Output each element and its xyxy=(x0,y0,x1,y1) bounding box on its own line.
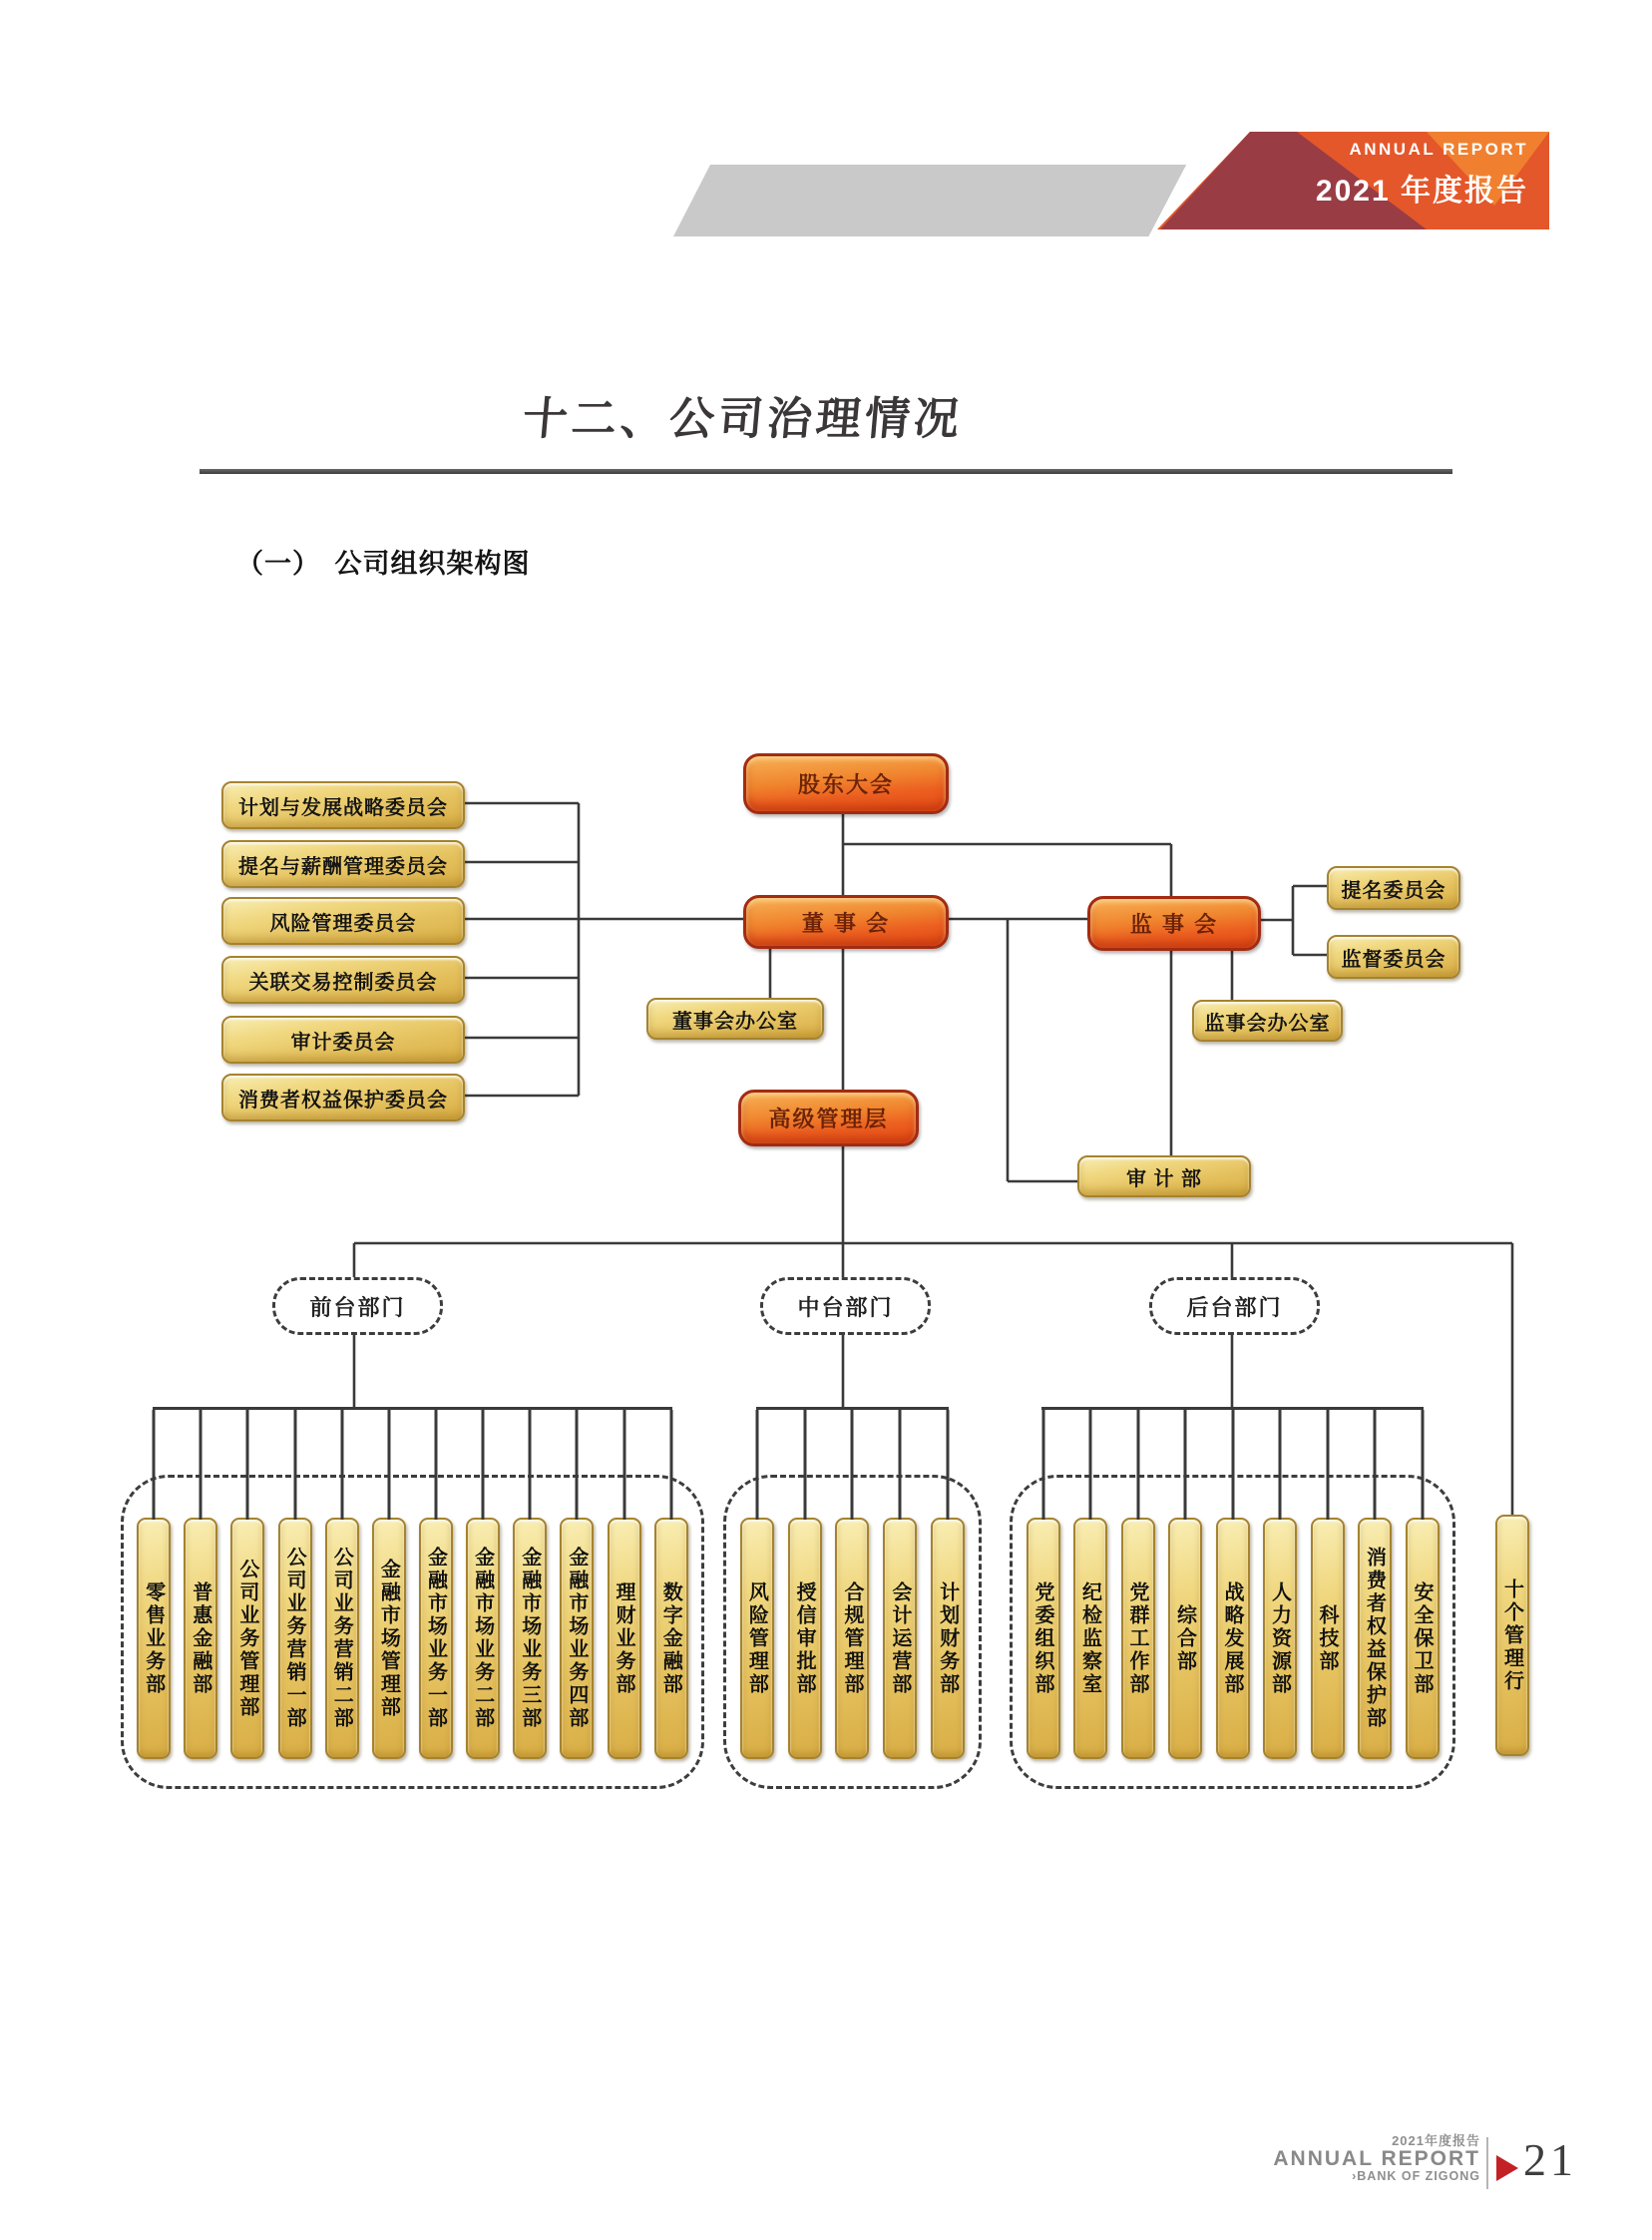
dept-box-compliance: 合规管理部 xyxy=(835,1518,869,1759)
footer-annual-report: ANNUAL REPORT xyxy=(1273,2146,1480,2170)
supervisory-board-box: 监 事 会 xyxy=(1087,896,1261,951)
banner-text xyxy=(1316,140,1528,210)
committee-box-related-transactions: 关联交易控制委员会 xyxy=(221,956,465,1004)
header-banner xyxy=(1147,130,1556,231)
dept-box-general-affairs: 综合部 xyxy=(1168,1518,1202,1759)
dept-box-consumer-protection: 消费者权益保护部 xyxy=(1358,1518,1392,1759)
dept-box-credit-approval: 授信审批部 xyxy=(788,1518,822,1759)
section-heading: （一） 公司组织架构图 xyxy=(236,549,531,579)
banner-year-report: 2021 年度报告 xyxy=(1315,175,1528,208)
footer-triangle-icon xyxy=(1496,2155,1518,2181)
dept-box-inclusive-finance: 普惠金融部 xyxy=(184,1518,217,1759)
board-office-box: 董事会办公室 xyxy=(646,998,824,1040)
committee-box-audit: 审计委员会 xyxy=(221,1016,465,1064)
managing-branches-box: 十个管理行 xyxy=(1495,1515,1529,1756)
dept-box-retail: 零售业务部 xyxy=(137,1518,171,1759)
nomination-committee-box: 提名委员会 xyxy=(1327,866,1460,910)
footer-report-cn: 2021年度报告 xyxy=(1392,2133,1480,2148)
committee-box-strategy: 计划与发展战略委员会 xyxy=(221,781,465,829)
board-of-directors-box: 董 事 会 xyxy=(743,895,949,949)
dept-box-party-organization: 党委组织部 xyxy=(1027,1518,1060,1759)
back-office-oval: 后台部门 xyxy=(1149,1277,1320,1335)
dept-box-financial-markets-4: 金融市场业务四部 xyxy=(560,1518,594,1759)
page-title: 十二、公司治理情况 xyxy=(520,393,966,444)
dept-box-corporate-sales-1: 公司业务营销一部 xyxy=(278,1518,312,1759)
committee-box-consumer-protection: 消费者权益保护委员会 xyxy=(221,1074,465,1121)
dept-box-financial-markets-2: 金融市场业务二部 xyxy=(466,1518,500,1759)
dept-box-planning-finance: 计划财务部 xyxy=(931,1518,965,1759)
dept-box-digital-finance: 数字金融部 xyxy=(654,1518,688,1759)
supervisory-office-box: 监事会办公室 xyxy=(1192,1000,1343,1042)
supervision-committee-box: 监督委员会 xyxy=(1327,935,1460,979)
audit-dept-box: 审 计 部 xyxy=(1077,1155,1251,1197)
dept-box-security: 安全保卫部 xyxy=(1406,1518,1440,1759)
front-office-feeder-line xyxy=(153,1407,672,1410)
footer-divider xyxy=(1486,2137,1488,2189)
dept-box-financial-markets-3: 金融市场业务三部 xyxy=(513,1518,547,1759)
dept-box-financial-markets-mgmt: 金融市场管理部 xyxy=(372,1518,406,1759)
dept-box-accounting-ops: 会计运营部 xyxy=(883,1518,917,1759)
banner-annual-report: ANNUAL REPORT xyxy=(1349,140,1528,159)
dept-box-human-resources: 人力资源部 xyxy=(1263,1518,1297,1759)
dept-box-technology: 科技部 xyxy=(1311,1518,1345,1759)
dept-box-risk-mgmt: 风险管理部 xyxy=(740,1518,774,1759)
front-office-group xyxy=(121,1475,704,1789)
committee-box-nomination-remuneration: 提名与薪酬管理委员会 xyxy=(221,840,465,888)
shareholders-meeting-box: 股东大会 xyxy=(743,753,949,814)
dept-box-wealth-mgmt: 理财业务部 xyxy=(608,1518,641,1759)
senior-management-box: 高级管理层 xyxy=(738,1090,919,1146)
header-gray-band xyxy=(658,165,1197,236)
dept-box-strategic-development: 战略发展部 xyxy=(1216,1518,1250,1759)
dept-box-corporate-mgmt: 公司业务管理部 xyxy=(230,1518,264,1759)
committee-box-risk: 风险管理委员会 xyxy=(221,897,465,945)
dept-box-party-masses: 党群工作部 xyxy=(1121,1518,1155,1759)
front-office-oval: 前台部门 xyxy=(272,1277,443,1335)
footer-page-number: 21 xyxy=(1523,2134,1577,2185)
middle-office-group xyxy=(723,1475,982,1789)
back-office-group xyxy=(1010,1475,1455,1789)
middle-office-oval: 中台部门 xyxy=(760,1277,931,1335)
dept-box-corporate-sales-2: 公司业务营销二部 xyxy=(325,1518,359,1759)
title-rule xyxy=(200,469,1452,474)
dept-box-financial-markets-1: 金融市场业务一部 xyxy=(419,1518,453,1759)
footer-text-block xyxy=(1273,2134,1480,2183)
dept-box-discipline-inspection: 纪检监察室 xyxy=(1073,1518,1107,1759)
footer-bank-name: ›BANK OF ZIGONG xyxy=(1352,2168,1480,2183)
